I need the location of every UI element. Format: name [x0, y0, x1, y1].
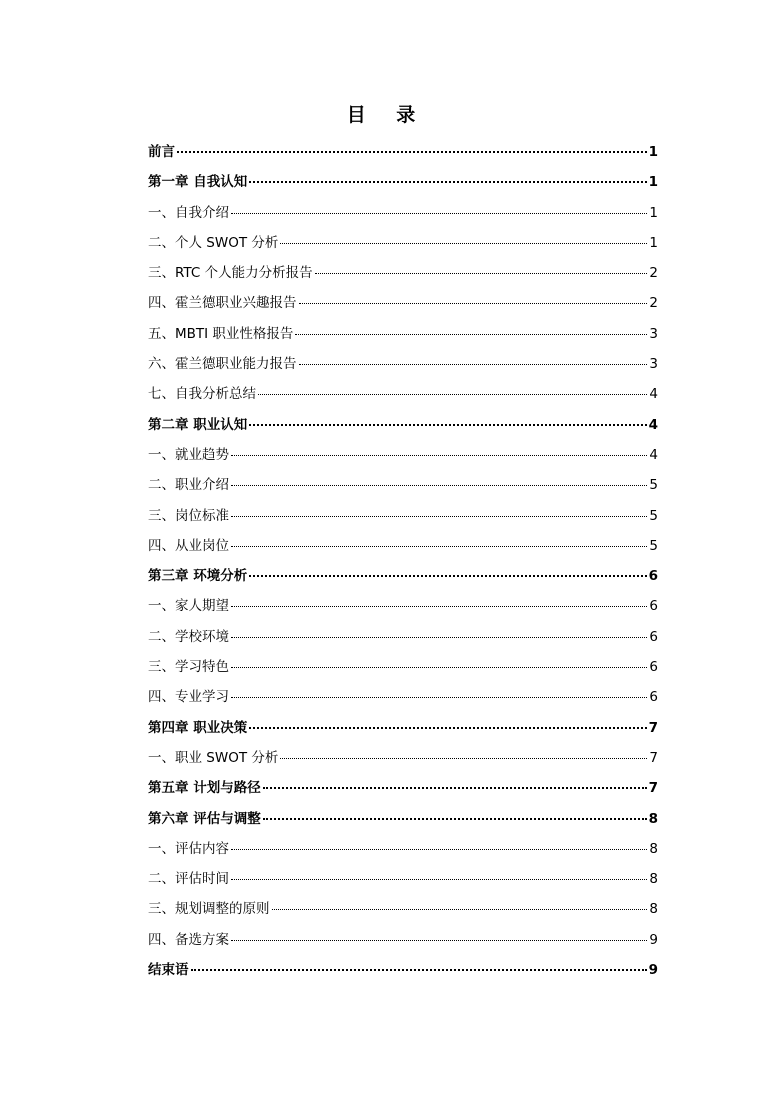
toc-page-number: 7 [648, 719, 658, 736]
toc-entry-label: 三、学习特色 [148, 659, 229, 676]
toc-chapter-entry[interactable] [148, 955, 658, 985]
toc-entry-label: 二、职业介绍 [148, 477, 229, 494]
toc-page-number: 4 [649, 386, 658, 403]
toc-entry-label: 三、岗位标准 [148, 507, 229, 524]
toc-entry-label: 一、评估内容 [148, 840, 229, 857]
toc-entry-label: 四、专业学习 [148, 689, 229, 706]
toc-dot-leader [231, 455, 647, 456]
toc-dot-leader [231, 546, 647, 547]
toc-page-number: 1 [649, 234, 658, 251]
toc-section-entry[interactable] [148, 228, 658, 258]
toc-page-number: 2 [649, 295, 658, 312]
toc-page-number: 1 [648, 144, 658, 160]
toc-entry-label: 第六章 评估与调整 [148, 810, 261, 827]
toc-page-number: 9 [648, 962, 658, 979]
toc-page-number: 5 [649, 477, 658, 494]
toc-section-entry[interactable] [148, 501, 658, 531]
toc-page-number: 1 [649, 204, 658, 221]
toc-dot-leader [231, 667, 647, 668]
toc-page-number: 4 [648, 416, 658, 433]
toc-dot-leader [231, 849, 647, 850]
toc-entry-label: 前言 [148, 144, 175, 160]
toc-entry-label: 三、RTC 个人能力分析报告 [148, 265, 313, 282]
toc-dot-leader [263, 787, 647, 789]
toc-dot-leader [249, 727, 646, 729]
toc-entry-label: 二、评估时间 [148, 871, 229, 888]
toc-dot-leader [299, 303, 648, 304]
toc-entry-label: 第五章 计划与路径 [148, 780, 261, 797]
toc-entry-label: 二、学校环境 [148, 628, 229, 645]
toc-page-number: 3 [649, 325, 658, 342]
toc-page-number: 2 [649, 265, 658, 282]
toc-page-number: 6 [649, 628, 658, 645]
toc-entry-label: 一、自我介绍 [148, 204, 229, 221]
toc-dot-leader [177, 151, 647, 153]
toc-section-entry[interactable] [148, 531, 658, 561]
toc-page-number: 8 [649, 871, 658, 888]
table-of-contents [148, 137, 658, 985]
toc-section-entry[interactable] [148, 622, 658, 652]
toc-section-entry[interactable] [148, 864, 658, 894]
toc-section-entry[interactable] [148, 379, 658, 409]
toc-dot-leader [231, 879, 647, 880]
toc-page-number: 8 [649, 901, 658, 918]
toc-entry-label: 三、规划调整的原则 [148, 901, 270, 918]
toc-page-number: 9 [649, 931, 658, 948]
toc-dot-leader [231, 940, 647, 941]
toc-page-number: 6 [648, 568, 658, 585]
toc-dot-leader [231, 697, 647, 698]
toc-chapter-entry[interactable] [148, 410, 658, 440]
toc-section-entry[interactable] [148, 349, 658, 379]
toc-chapter-entry[interactable] [148, 137, 658, 167]
toc-dot-leader [249, 424, 646, 426]
toc-entry-label: 第一章 自我认知 [148, 174, 248, 191]
toc-dot-leader [263, 818, 647, 820]
toc-dot-leader [191, 969, 647, 971]
toc-page-number: 6 [649, 689, 658, 706]
toc-section-entry[interactable] [148, 198, 658, 228]
toc-page-number: 5 [649, 507, 658, 524]
toc-dot-leader [272, 909, 648, 910]
toc-entry-label: 二、个人 SWOT 分析 [148, 234, 279, 251]
toc-entry-label: 四、霍兰德职业兴趣报告 [148, 295, 297, 312]
toc-section-entry[interactable] [148, 682, 658, 712]
toc-dot-leader [231, 606, 647, 607]
toc-entry-label: 六、霍兰德职业能力报告 [148, 356, 297, 373]
toc-chapter-entry[interactable] [148, 804, 658, 834]
toc-dot-leader [280, 243, 647, 244]
toc-page-number: 5 [649, 537, 658, 554]
toc-entry-label: 一、职业 SWOT 分析 [148, 749, 279, 766]
toc-section-entry[interactable] [148, 743, 658, 773]
toc-section-entry[interactable] [148, 925, 658, 955]
toc-entry-label: 四、从业岗位 [148, 537, 229, 554]
toc-entry-label: 四、备选方案 [148, 931, 229, 948]
toc-dot-leader [231, 516, 647, 517]
toc-dot-leader [280, 758, 647, 759]
toc-page-number: 8 [648, 810, 658, 827]
page-title: 目 录 [346, 104, 428, 126]
toc-chapter-entry[interactable] [148, 167, 658, 197]
toc-entry-label: 第二章 职业认知 [148, 416, 248, 433]
toc-section-entry[interactable] [148, 834, 658, 864]
toc-page-number: 7 [648, 780, 658, 797]
toc-dot-leader [258, 394, 647, 395]
toc-page-number: 1 [648, 174, 658, 191]
toc-entry-label: 第三章 环境分析 [148, 568, 248, 585]
toc-page-number: 6 [649, 598, 658, 615]
toc-entry-label: 一、家人期望 [148, 598, 229, 615]
toc-entry-label: 五、MBTI 职业性格报告 [148, 325, 294, 342]
toc-chapter-entry[interactable] [148, 713, 658, 743]
toc-dot-leader [249, 575, 646, 577]
toc-section-entry[interactable] [148, 258, 658, 288]
toc-dot-leader [231, 485, 647, 486]
toc-entry-label: 第四章 职业决策 [148, 719, 248, 736]
toc-section-entry[interactable] [148, 288, 658, 318]
toc-entry-label: 结束语 [148, 962, 189, 979]
toc-page-number: 7 [649, 749, 658, 766]
toc-chapter-entry[interactable] [148, 561, 658, 591]
toc-page-number: 3 [649, 356, 658, 373]
toc-dot-leader [299, 364, 648, 365]
toc-page-number: 8 [649, 840, 658, 857]
toc-dot-leader [249, 181, 646, 183]
toc-section-entry[interactable] [148, 894, 658, 924]
toc-chapter-entry[interactable] [148, 773, 658, 803]
toc-dot-leader [231, 637, 647, 638]
toc-section-entry[interactable] [148, 470, 658, 500]
toc-section-entry[interactable] [148, 652, 658, 682]
toc-section-entry[interactable] [148, 591, 658, 621]
toc-section-entry[interactable] [148, 440, 658, 470]
toc-dot-leader [231, 213, 647, 214]
toc-entry-label: 一、就业趋势 [148, 446, 229, 463]
toc-dot-leader [315, 273, 648, 274]
toc-page-number: 6 [649, 659, 658, 676]
toc-dot-leader [295, 334, 647, 335]
toc-entry-label: 七、自我分析总结 [148, 386, 256, 403]
toc-section-entry[interactable] [148, 319, 658, 349]
toc-page-number: 4 [649, 446, 658, 463]
